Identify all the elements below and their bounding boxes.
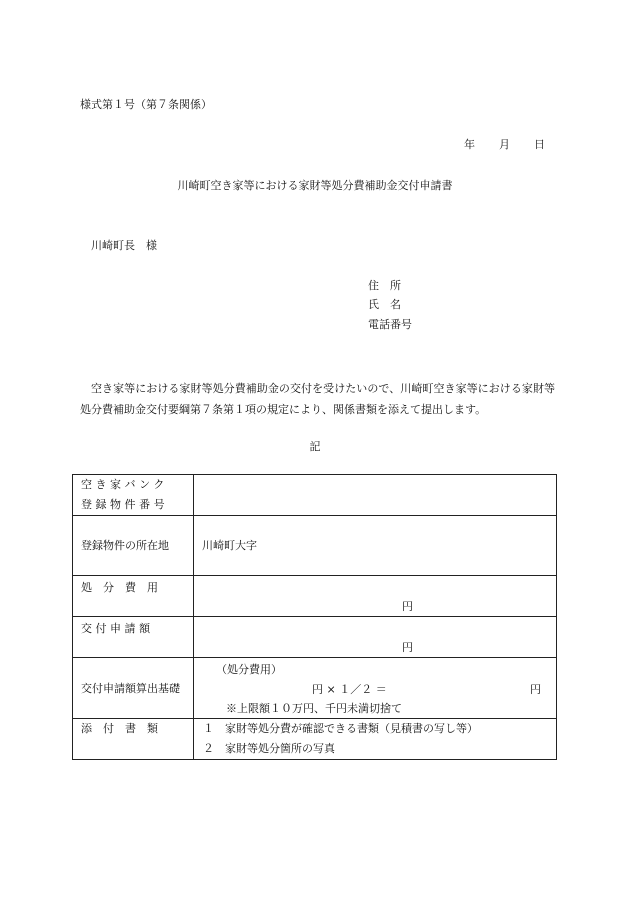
field-property-location[interactable]: 川崎町大字 <box>194 516 557 576</box>
label-disposal-cost: 処 分 費 用 <box>73 576 194 617</box>
label-calculation-basis: 交付申請額算出基礎 <box>73 658 194 719</box>
row-application-amount <box>73 617 557 658</box>
date-day: 日 <box>534 138 545 151</box>
label-attachments: 添 付 書 類 <box>73 719 194 760</box>
field-akiya-bank-number[interactable] <box>194 475 557 516</box>
row-disposal-cost <box>73 576 557 617</box>
calc-formula: 円 × １／２ ＝ <box>312 683 387 696</box>
applicant-address-label: 住 所 <box>368 279 401 292</box>
field-calculation-basis <box>194 658 557 719</box>
attachment-item-1: １ 家財等処分費が確認できる書類（見積書の写し等） <box>203 722 478 735</box>
date-month: 月 <box>499 138 510 151</box>
attachment-item-2: ２ 家財等処分箇所の写真 <box>203 742 335 755</box>
date-year: 年 <box>464 138 475 151</box>
application-table <box>72 474 557 760</box>
calc-result-unit: 円 <box>530 683 541 696</box>
form-number: 様式第１号（第７条関係） <box>80 98 212 111</box>
row-calculation-basis <box>73 658 557 719</box>
label-property-location: 登録物件の所在地 <box>73 516 194 576</box>
applicant-tel-label: 電話番号 <box>368 318 412 331</box>
body-text: 空き家等における家財等処分費補助金の交付を受けたいので、川崎町空き家等における家財等処分費補助金交付要綱第７条第１項の規定により、関係書類を添えて提出します。 <box>80 382 555 416</box>
label-line-2: 登録物件番号 <box>81 498 169 511</box>
calc-note-top: （処分費用） <box>216 663 282 676</box>
application-amount-unit: 円 <box>402 641 413 654</box>
field-disposal-cost[interactable] <box>194 576 557 617</box>
disposal-cost-unit: 円 <box>402 600 413 613</box>
row-akiya-bank-number <box>73 475 557 516</box>
addressee: 川崎町長 様 <box>91 239 157 252</box>
field-attachments <box>194 719 557 760</box>
ki-heading: 記 <box>309 440 321 453</box>
label-line-1: 空き家バンク <box>81 478 168 491</box>
label-akiya-bank-number <box>73 475 194 516</box>
label-application-amount: 交付申請額 <box>73 617 194 658</box>
row-attachments <box>73 719 557 760</box>
date-line <box>464 139 545 150</box>
row-property-location <box>73 516 557 576</box>
calc-note-bottom: ※上限額１０万円、千円未満切捨て <box>226 702 402 715</box>
field-application-amount[interactable] <box>194 617 557 658</box>
applicant-name-label: 氏 名 <box>368 298 401 311</box>
document-title: 川崎町空き家等における家財等処分費補助金交付申請書 <box>177 179 453 192</box>
